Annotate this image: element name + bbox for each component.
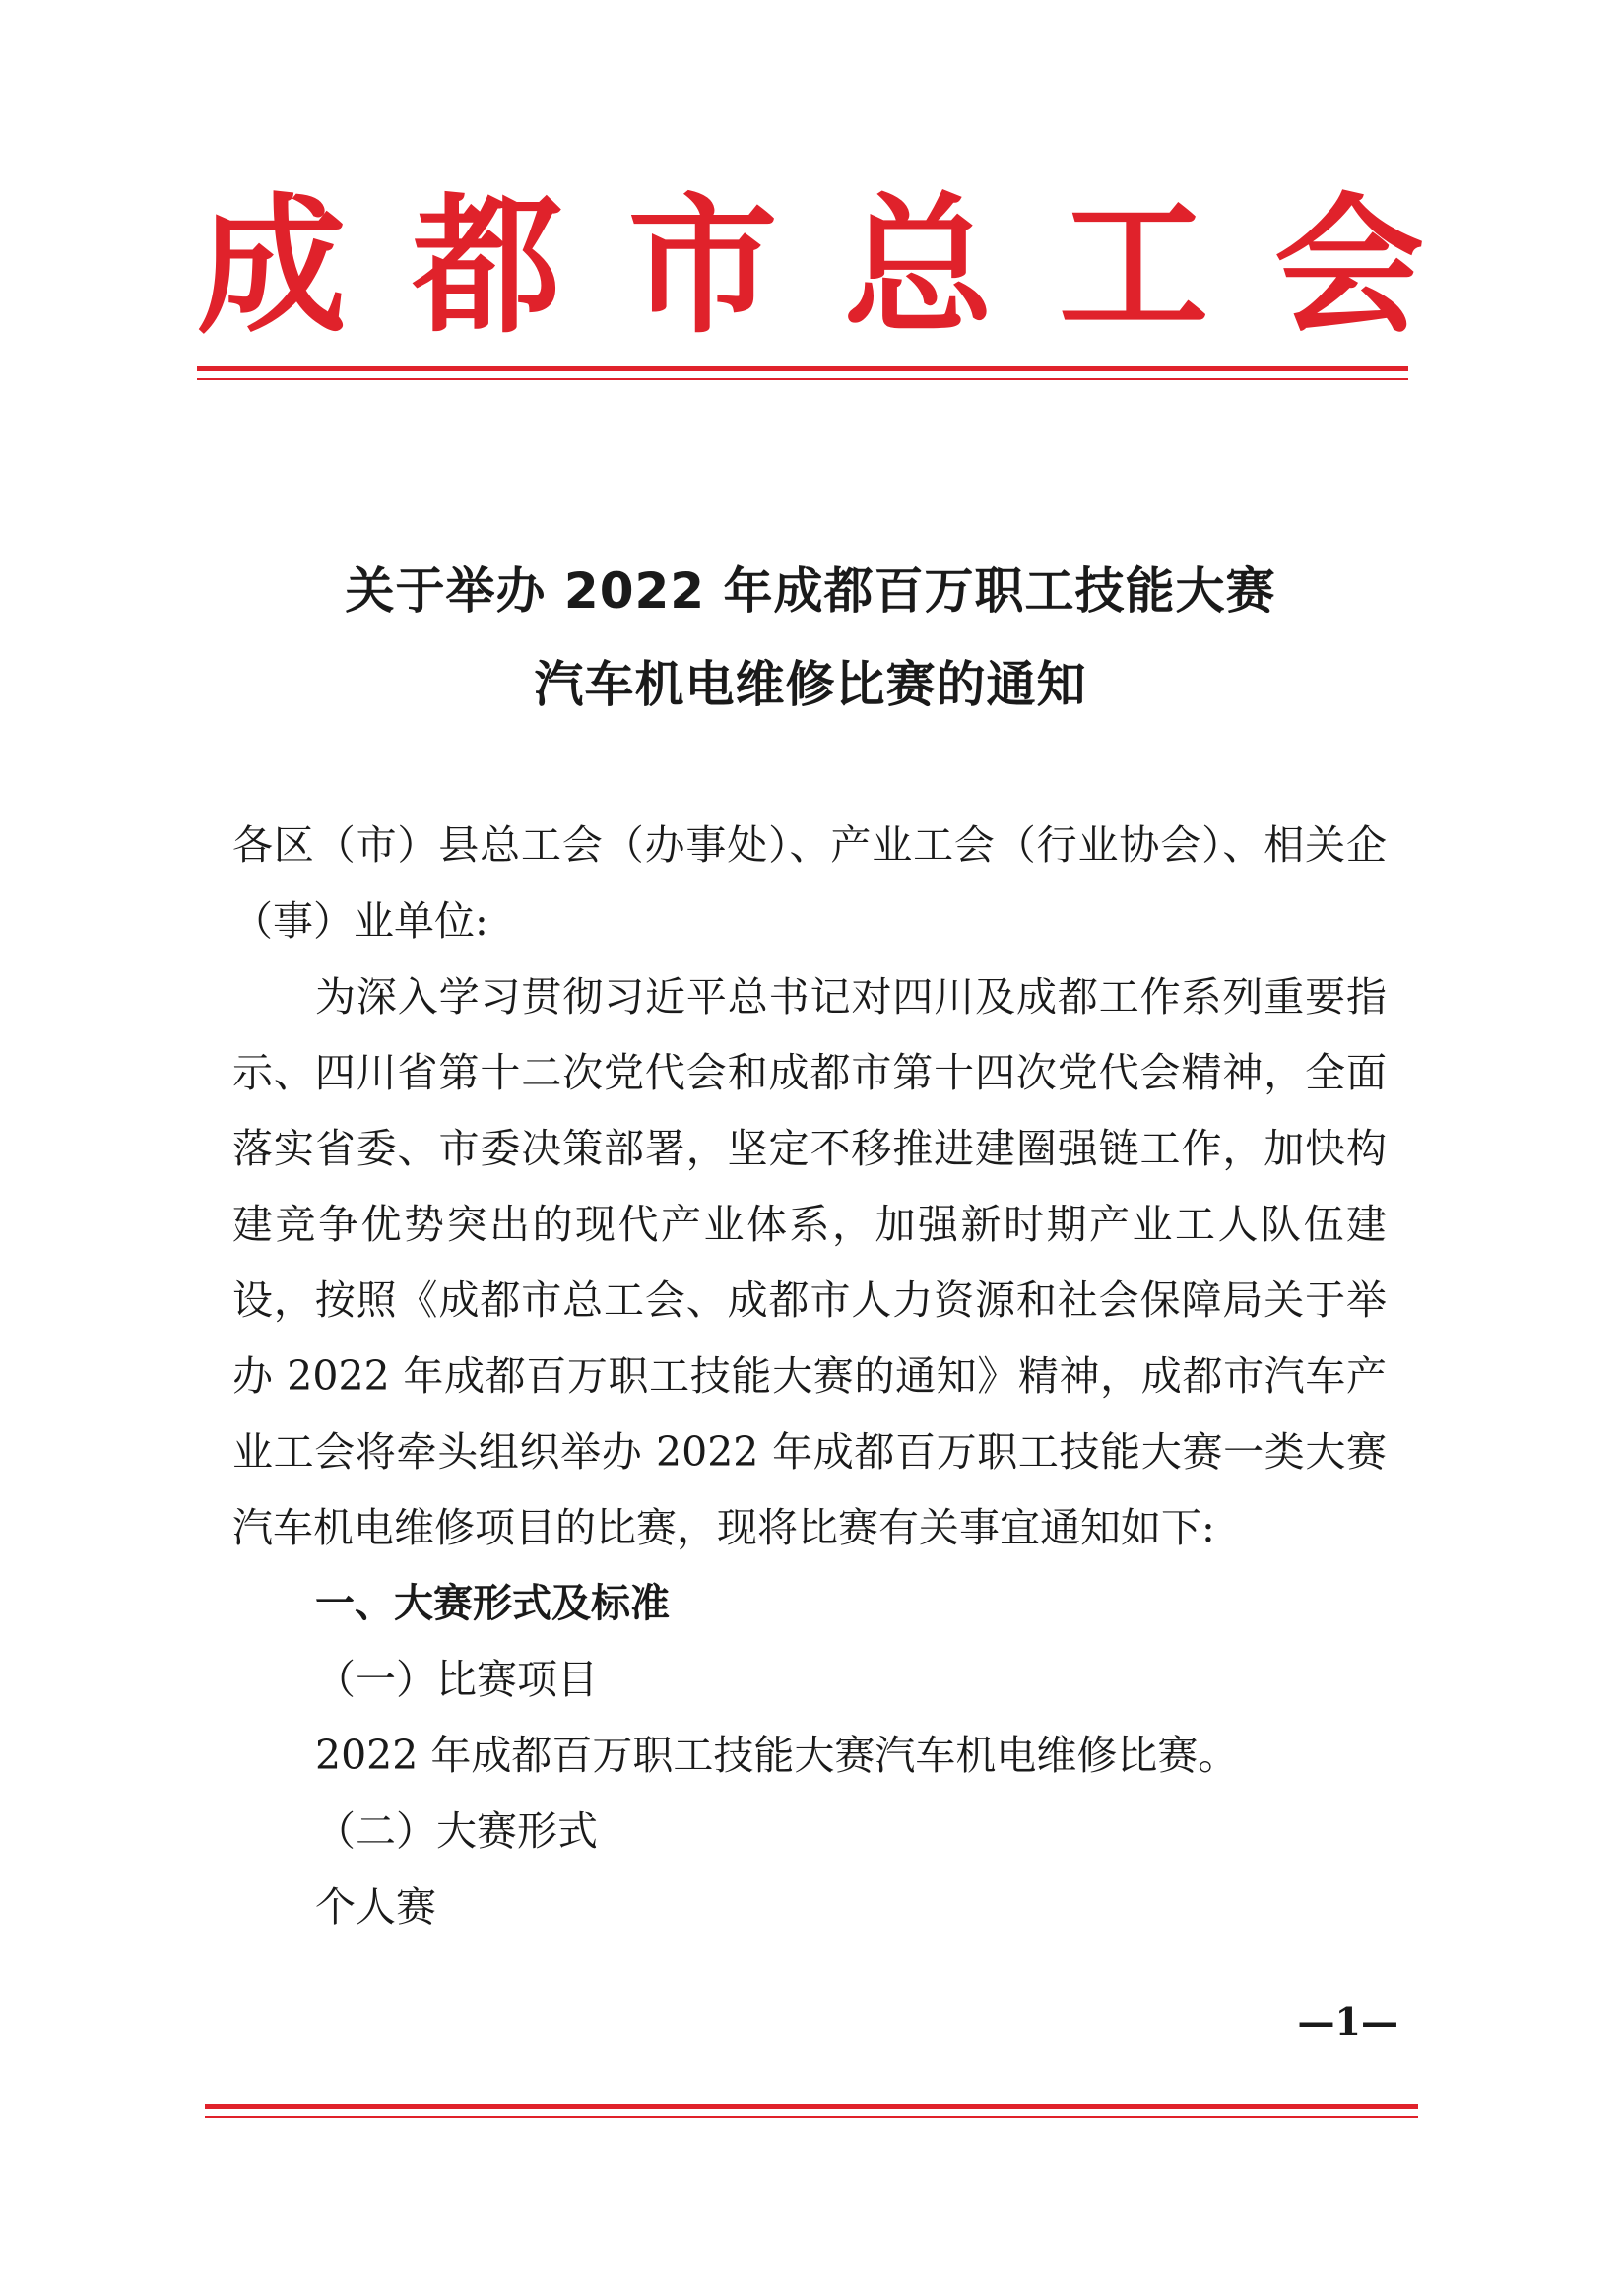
document-title-line-1: 关于举办 2022 年成都百万职工技能大赛: [345, 562, 1276, 620]
masthead-char: 会: [1273, 177, 1424, 354]
footer-divider-thick: [205, 2104, 1418, 2109]
subsection-text: 个人赛: [315, 1883, 436, 1931]
masthead-char: 总: [843, 177, 994, 354]
footer-divider-thin: [205, 2116, 1418, 2118]
subsection-text: 2022 年成都百万职工技能大赛汽车机电维修比赛。: [315, 1732, 1239, 1779]
masthead-divider-thick: [197, 366, 1408, 371]
masthead-char: 市: [627, 177, 778, 354]
masthead: [197, 177, 1424, 355]
paragraph: 为深入学习贯彻习近平总书记对四川及成都工作系列重要指示、四川省第十二次党代会和成都市第十四次党代会精神，全面落实省委、市委决策部署，坚定不移推进建圈强链工作，加快构建竞争优势突出的现代产业体系，加强新时期产业工人队伍建设，按照《成都市总工会、成都市人力资源和社会保障局关于举办 2022 年成都百万职工技能大赛的通知》精神，成都市汽车产业工会将牵头组织举办 2022 年成都百万职工技能大赛一类大赛汽车机电维修项目的比赛，现将比赛有关事宜通知如下:: [232, 973, 1387, 1551]
masthead-char: 都: [412, 177, 562, 354]
masthead-divider-thin: [197, 378, 1408, 380]
masthead-char: 工: [1059, 177, 1209, 354]
subsection-heading: （二）大赛形式: [315, 1807, 598, 1855]
document-body: [232, 808, 1387, 1945]
masthead-char: 成: [197, 177, 347, 354]
salutation: 各区（市）县总工会（办事处）、产业工会（行业协会）、相关企（事）业单位:: [232, 821, 1387, 945]
document-title-line-2: 汽车机电维修比赛的通知: [534, 656, 1087, 713]
subsection-heading: （一）比赛项目: [315, 1656, 598, 1703]
page-number: —1—: [1297, 2000, 1398, 2044]
section-heading: 一、大赛形式及标准: [315, 1581, 670, 1626]
